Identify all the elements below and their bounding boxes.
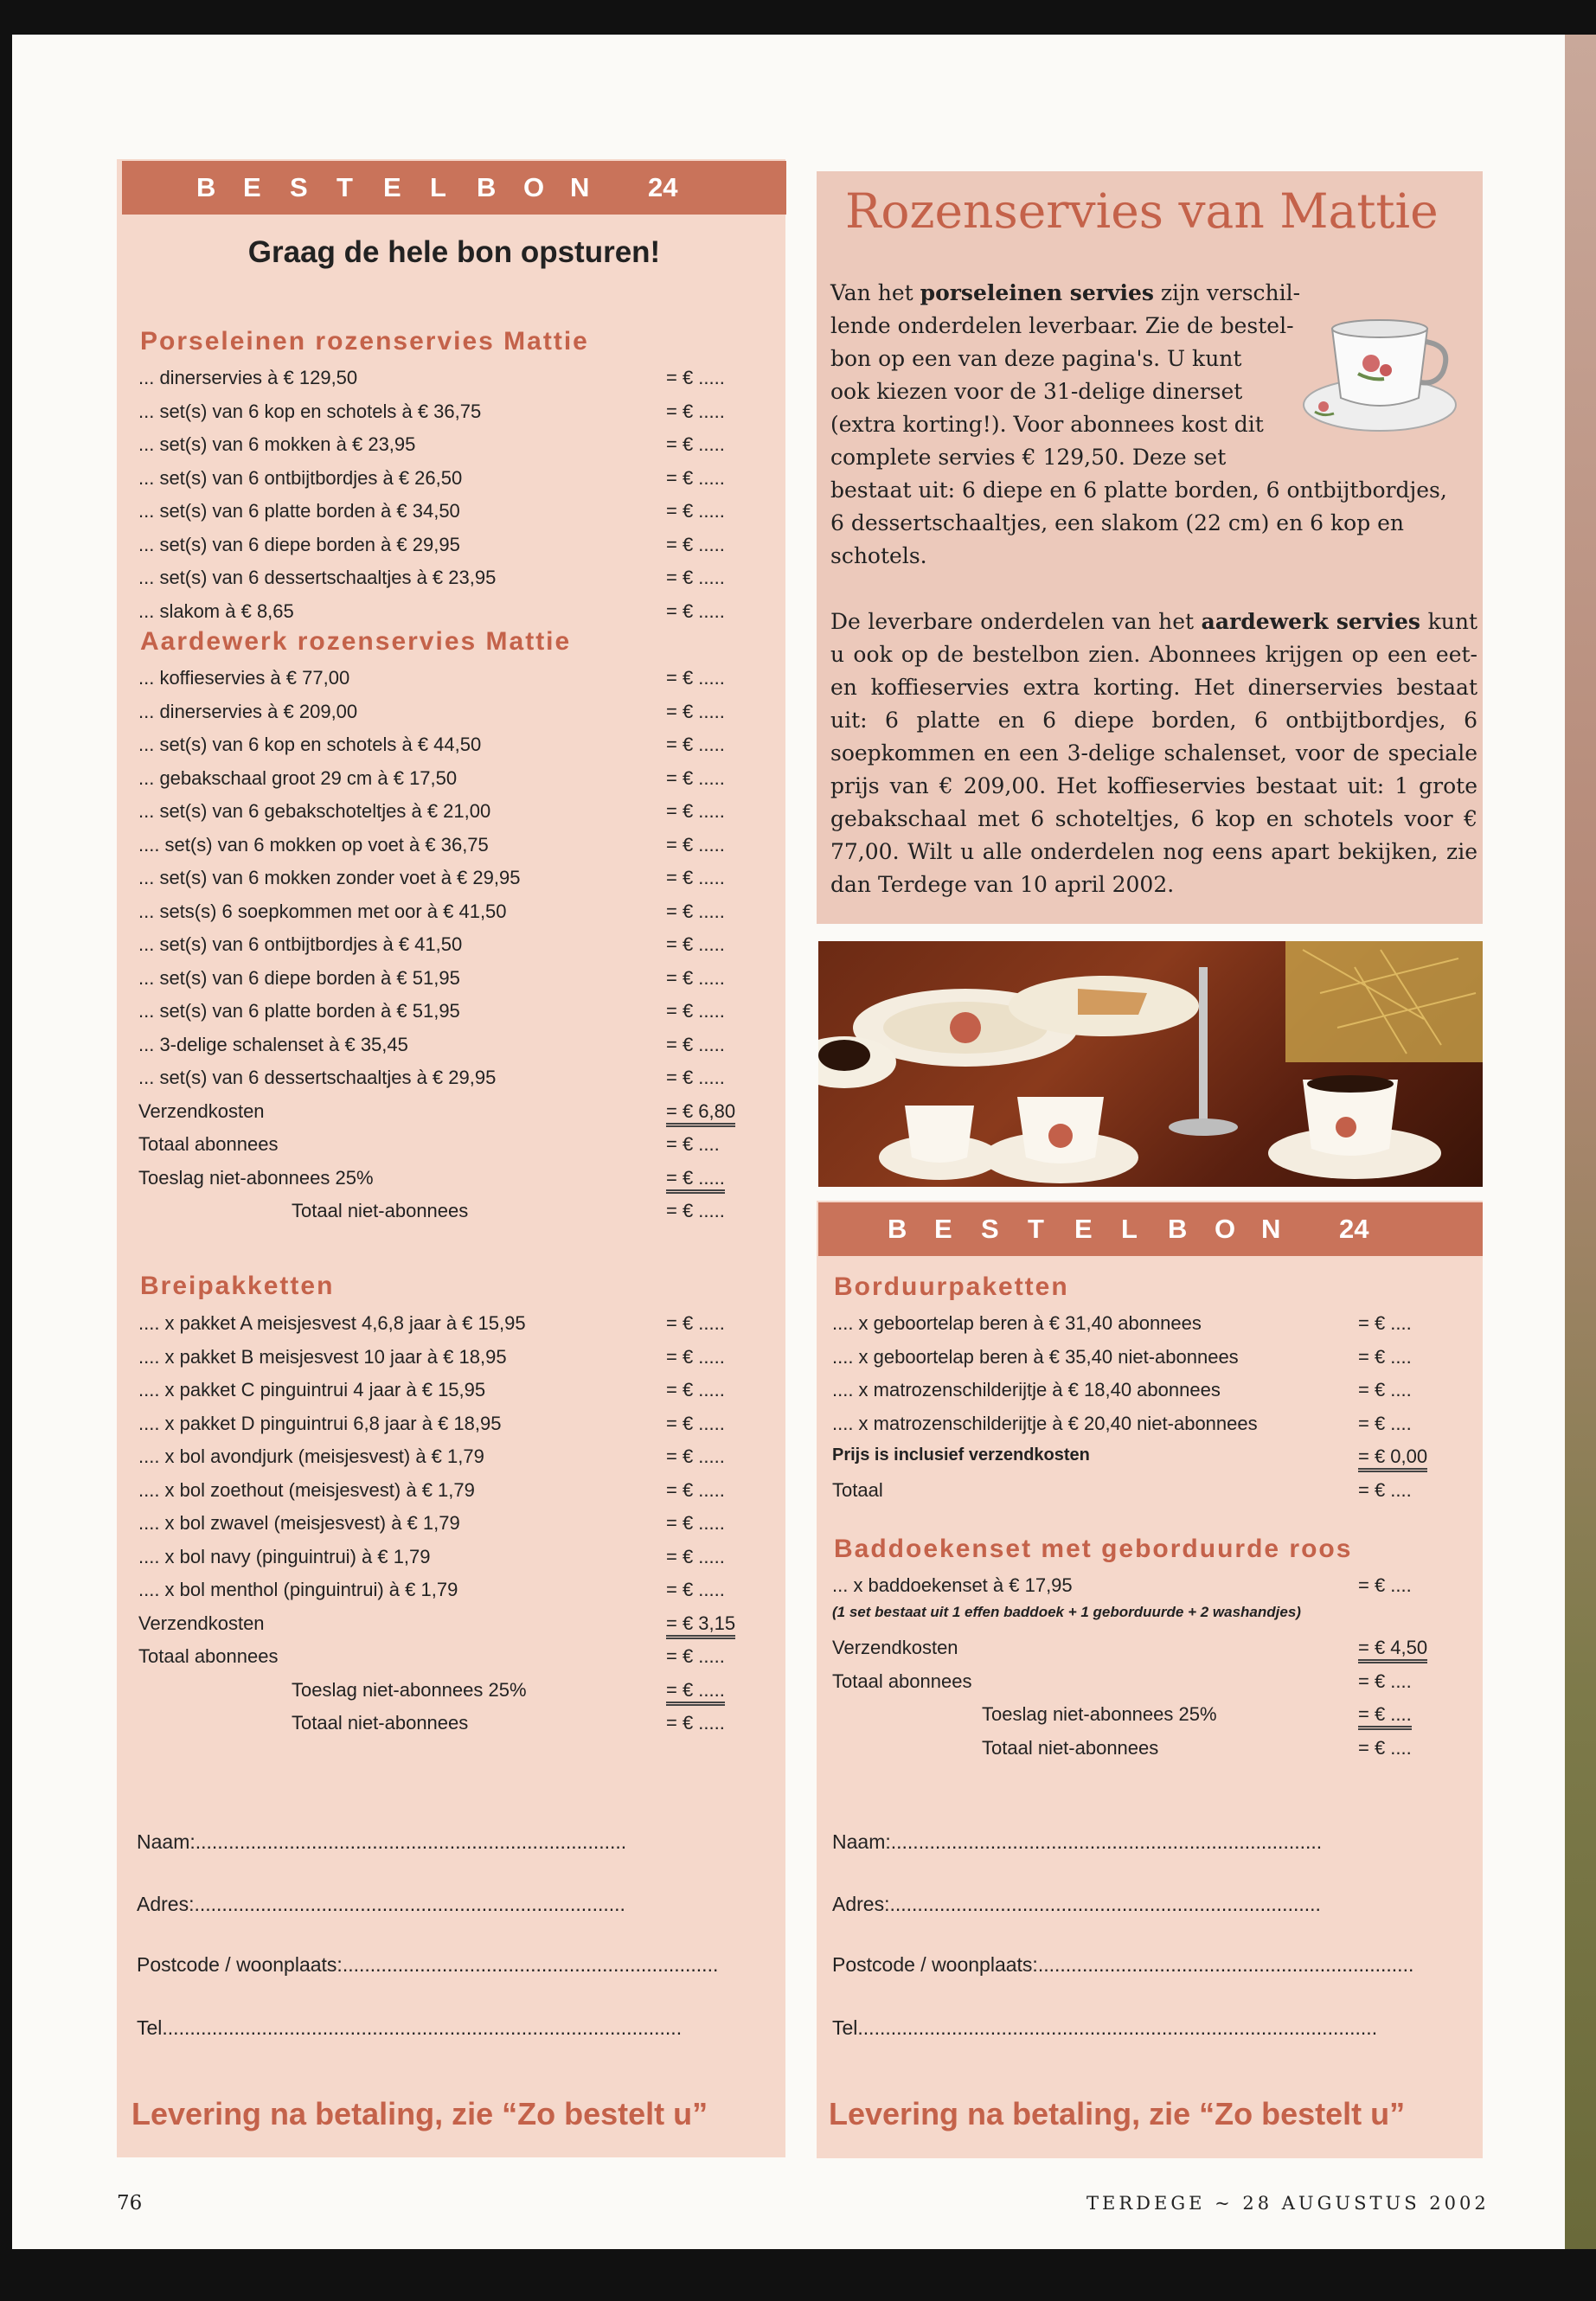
order-line[interactable] xyxy=(138,867,761,893)
naam-field[interactable]: Naam:.............................................................................. xyxy=(137,1830,627,1853)
section-title-porselein: Porseleinen rozenservies Mattie xyxy=(140,327,589,356)
order-line-label: ... set(s) van 6 gebakschoteltjes à € 21,00 xyxy=(138,800,491,822)
order-line-label: .... x pakket B meisjesvest 10 jaar à € 18,95 xyxy=(138,1345,507,1368)
order-line[interactable] xyxy=(138,933,761,959)
postcode-field[interactable]: Postcode / woonplaats:.................................................................... xyxy=(832,1953,1414,1976)
amount-field[interactable]: = € .... xyxy=(1358,1379,1412,1400)
order-line-label: ... dinerservies à € 209,00 xyxy=(138,700,358,722)
order-line[interactable] xyxy=(138,1167,761,1193)
amount-field[interactable]: = € .... xyxy=(1358,1670,1412,1692)
amount-field[interactable]: = € 4,50 xyxy=(1358,1637,1427,1661)
amount-field[interactable]: = € ..... xyxy=(666,400,725,422)
order-line-label: ... set(s) van 6 mokken à € 23,95 xyxy=(138,433,416,455)
amount-field[interactable]: = € ..... xyxy=(666,1200,725,1221)
adres-label: Adres: xyxy=(832,1893,890,1915)
amount-field[interactable]: = € ..... xyxy=(666,367,725,388)
amount-field[interactable]: = € ..... xyxy=(666,1067,725,1088)
order-line[interactable] xyxy=(138,500,761,526)
order-line-label: ... set(s) van 6 kop en schotels à € 36,75 xyxy=(138,400,482,422)
section-title-aardewerk: Aardewerk rozenservies Mattie xyxy=(140,627,572,656)
amount-field[interactable]: = € ..... xyxy=(666,700,725,722)
amount-field[interactable]: = € ..... xyxy=(666,1000,725,1022)
order-line[interactable] xyxy=(138,1379,761,1405)
order-line-label: ... set(s) van 6 platte borden à € 51,95 xyxy=(138,1000,460,1022)
order-line-label: .... x bol zoethout (meisjesvest) à € 1,79 xyxy=(138,1478,475,1501)
amount-field[interactable]: = € ..... xyxy=(666,1312,725,1334)
adres-field[interactable]: Adres:.............................................................................. xyxy=(832,1893,1321,1915)
header-letter: O xyxy=(523,172,545,202)
order-line[interactable] xyxy=(138,1712,761,1738)
amount-field[interactable]: = € ..... xyxy=(666,466,725,489)
order-line[interactable] xyxy=(832,1604,1455,1630)
order-line-label: ... sets(s) 6 soepkommen met oor à € 41,50 xyxy=(138,900,507,922)
bestelbon-number: 24 xyxy=(648,172,678,202)
order-line[interactable] xyxy=(138,367,761,393)
teacup-illustration xyxy=(1298,303,1462,441)
order-line-label: Totaal abonnees xyxy=(138,1133,279,1155)
order-line[interactable] xyxy=(832,1637,1455,1663)
amount-field[interactable]: = € ..... xyxy=(666,567,725,588)
amount-field[interactable]: = € 0,00 xyxy=(1358,1445,1427,1470)
naam-label: Naam: xyxy=(832,1830,891,1853)
amount-field[interactable]: = € .... xyxy=(666,1133,720,1155)
amount-field[interactable]: = € .... xyxy=(1358,1412,1412,1434)
order-line[interactable] xyxy=(138,800,761,826)
postcode-field[interactable]: Postcode / woonplaats:.................................................................... xyxy=(137,1953,719,1976)
order-line-label: .... x pakket C pinguintrui 4 jaar à € 15,95 xyxy=(138,1379,486,1400)
article-line: (extra korting!). Voor abonnees kost dit xyxy=(830,412,1264,437)
amount-field[interactable]: = € ..... xyxy=(666,1167,725,1191)
order-line-label: Totaal niet-abonnees xyxy=(292,1712,469,1734)
order-line[interactable] xyxy=(138,767,761,793)
amount-field[interactable]: = € ..... xyxy=(666,1645,725,1667)
section-title-breipakketten: Breipakketten xyxy=(140,1272,335,1300)
spacer xyxy=(830,573,1477,606)
article-line: schotels. xyxy=(830,543,927,568)
header-letter: T xyxy=(1028,1214,1044,1244)
header-letter: N xyxy=(570,172,590,202)
amount-field[interactable]: = € 3,15 xyxy=(666,1612,735,1637)
article-line: 6 dessertschaaltjes, een slakom (22 cm) en 6 kop en xyxy=(830,510,1405,535)
order-line-label: Toeslag niet-abonnees 25% xyxy=(982,1703,1217,1725)
article-line: ook kiezen voor de 31-delige dinerset xyxy=(830,379,1243,404)
order-line-label: Toeslag niet-abonnees 25% xyxy=(292,1678,527,1701)
postcode-label: Postcode / woonplaats: xyxy=(137,1953,343,1976)
delivery-note-left: Levering na betaling, zie “Zo bestelt u” xyxy=(131,2096,708,2131)
order-line[interactable] xyxy=(832,1379,1455,1405)
order-line[interactable] xyxy=(832,1574,1455,1600)
bestelbon-header-right xyxy=(818,1202,1483,1256)
order-line[interactable] xyxy=(138,734,761,760)
order-line-label: ... set(s) van 6 diepe borden à € 29,95 xyxy=(138,533,460,555)
order-line-label: .... x bol zwavel (meisjesvest) à € 1,79 xyxy=(138,1512,460,1534)
order-line-label: ... dinerservies à € 129,50 xyxy=(138,367,358,388)
header-letter: S xyxy=(290,172,308,202)
header-letter: E xyxy=(243,172,261,202)
order-line-label: .... x matrozenschilderijtje à € 18,40 abonnees xyxy=(832,1379,1221,1400)
header-letter: S xyxy=(981,1214,999,1244)
order-line-label: Totaal xyxy=(832,1478,883,1501)
order-line[interactable] xyxy=(138,1000,761,1026)
order-line[interactable] xyxy=(138,1200,761,1226)
order-line-label: ... 3-delige schalenset à € 35,45 xyxy=(138,1033,408,1055)
section-title-baddoek: Baddoekenset met geborduurde roos xyxy=(834,1535,1353,1563)
header-letter: E xyxy=(1074,1214,1093,1244)
order-line-label: Totaal niet-abonnees xyxy=(982,1736,1159,1759)
order-line[interactable] xyxy=(138,1445,761,1471)
order-line[interactable] xyxy=(138,1067,761,1093)
order-line[interactable] xyxy=(138,1100,761,1126)
amount-field[interactable]: = € ..... xyxy=(666,734,725,755)
order-line-label: Totaal abonnees xyxy=(138,1645,279,1667)
amount-field[interactable]: = € .... xyxy=(1358,1574,1412,1596)
order-line[interactable] xyxy=(832,1413,1455,1439)
order-line[interactable] xyxy=(138,467,761,493)
amount-field[interactable]: = € ..... xyxy=(666,766,725,789)
article-line: Van het porseleinen servies zijn verschil- xyxy=(830,280,1301,305)
amount-field[interactable]: = € ..... xyxy=(666,667,725,689)
header-letter: B xyxy=(1168,1214,1188,1244)
tel-field[interactable]: Tel.............................................................................................. xyxy=(832,2016,1378,2039)
amount-field[interactable]: = € ..... xyxy=(666,1345,725,1368)
order-line-label: .... x bol menthol (pinguintrui) à € 1,79 xyxy=(138,1579,458,1600)
article-line: bestaat uit: 6 diepe en 6 platte borden, 6 ontbijtbordjes, xyxy=(830,478,1447,503)
order-line[interactable] xyxy=(138,901,761,926)
order-line-label: ... set(s) van 6 ontbijtbordjes à € 26,50 xyxy=(138,466,463,489)
article-line: complete servies € 129,50. Deze set xyxy=(830,445,1227,470)
amount-field[interactable]: = € .... xyxy=(1358,1478,1412,1501)
header-letters xyxy=(196,172,617,203)
order-line-label: ... set(s) van 6 dessertschaaltjes à € 29,95 xyxy=(138,1067,497,1088)
page-number: 76 xyxy=(117,2192,143,2214)
order-line-label: Verzendkosten xyxy=(138,1612,265,1634)
order-line-label: ... set(s) van 6 mokken zonder voet à € 29,95 xyxy=(138,867,521,888)
order-line-label: ... koffieservies à € 77,00 xyxy=(138,667,350,689)
order-line-label: Verzendkosten xyxy=(832,1637,958,1658)
subtitle: Graag de hele bon opsturen! xyxy=(247,235,661,269)
amount-field[interactable]: = € ..... xyxy=(666,1478,725,1501)
order-line[interactable] xyxy=(138,1612,761,1638)
order-line[interactable] xyxy=(138,600,761,626)
header-letter: E xyxy=(383,172,401,202)
amount-field[interactable]: = € ..... xyxy=(666,433,725,455)
section-title-borduur: Borduurpaketten xyxy=(834,1272,1069,1301)
order-line[interactable] xyxy=(138,1346,761,1372)
article-title: Rozenservies van Mattie xyxy=(845,183,1439,239)
order-line[interactable] xyxy=(138,667,761,693)
order-line[interactable] xyxy=(138,834,761,860)
order-line-label: .... x matrozenschilderijtje à € 20,40 niet-abonnees xyxy=(832,1412,1258,1434)
order-line-label: .... x geboortelap beren à € 31,40 abonnees xyxy=(832,1312,1202,1334)
amount-field[interactable]: = € ..... xyxy=(666,966,725,989)
order-line[interactable] xyxy=(138,1546,761,1572)
amount-field[interactable]: = € ..... xyxy=(666,1579,725,1600)
amount-field[interactable]: = € .... xyxy=(1358,1345,1412,1368)
order-line[interactable] xyxy=(138,967,761,993)
order-line[interactable] xyxy=(832,1670,1455,1696)
naam-field[interactable]: Naam:.............................................................................. xyxy=(832,1830,1323,1853)
order-line-label: Totaal niet-abonnees xyxy=(292,1200,469,1221)
amount-field[interactable]: = € ..... xyxy=(666,599,725,622)
amount-field[interactable]: = € ..... xyxy=(666,1545,725,1567)
naam-label: Naam: xyxy=(137,1830,195,1853)
amount-field[interactable]: = € .... xyxy=(1358,1703,1412,1727)
order-line-label: Prijs is inclusief verzendkosten xyxy=(832,1445,1090,1465)
order-line-label: .... x geboortelap beren à € 35,40 niet-abonnees xyxy=(832,1345,1239,1368)
tel-field[interactable]: Tel.............................................................................................. xyxy=(137,2016,683,2039)
amount-field[interactable]: = € ..... xyxy=(666,1679,725,1703)
order-line[interactable] xyxy=(138,401,761,426)
order-line-label: ... slakom à € 8,65 xyxy=(138,599,294,622)
tel-label: Tel. xyxy=(137,2016,168,2039)
order-line[interactable] xyxy=(832,1703,1455,1729)
order-line-label: ... set(s) van 6 ontbijtbordjes à € 41,50 xyxy=(138,933,463,955)
order-line[interactable] xyxy=(138,534,761,560)
order-line-label: ... gebakschaal groot 29 cm à € 17,50 xyxy=(138,766,458,789)
amount-field[interactable]: = € ..... xyxy=(666,933,725,955)
order-line-label: ... set(s) van 6 platte borden à € 34,50 xyxy=(138,500,460,522)
amount-field[interactable]: = € ..... xyxy=(666,800,725,822)
order-line-label: ... set(s) van 6 kop en schotels à € 44,50 xyxy=(138,734,482,755)
article-paragraph-2: De leverbare onderdelen van het aardewerk servies kunt u ook op de bestelbon zien. Abonnees krijgen op een eet- en koffieservies extra korting. Het dinerservies bestaat uit: 6 platte en 6 diepe borden, 6 ontbijtbordjes, 6 soepkommen en een 3-delige schalenset, voor de speciale prijs van € 209,00. Het koffieservies bestaat uit: 1 grote gebakschaal met 6 schoteltjes, 6 kop en schotels voor € 77,00. Wilt u alle onderdelen nog eens apart bekijken, zie dan Terdege van 10 april 2002. xyxy=(830,609,1477,897)
header-letter: T xyxy=(337,172,353,202)
order-line[interactable] xyxy=(138,1312,761,1338)
amount-field[interactable]: = € ..... xyxy=(666,533,725,555)
order-line-label: .... x pakket A meisjesvest 4,6,8 jaar à € 15,95 xyxy=(138,1312,526,1334)
amount-field[interactable]: = € ..... xyxy=(666,1712,725,1734)
amount-field[interactable]: = € ..... xyxy=(666,500,725,522)
amount-field[interactable]: = € ..... xyxy=(666,867,725,888)
amount-field[interactable]: = € ..... xyxy=(666,900,725,922)
magazine-folio: TERDEGE ~ 28 AUGUSTUS 2002 xyxy=(1086,2193,1490,2214)
photo-drawing xyxy=(818,941,1483,1187)
order-line-label: (1 set bestaat uit 1 effen baddoek + 1 geborduurde + 2 washandjes) xyxy=(832,1604,1301,1620)
order-line[interactable] xyxy=(138,1679,761,1705)
header-letter: B xyxy=(477,172,497,202)
postcode-label: Postcode / woonplaats: xyxy=(832,1953,1038,1976)
adres-label: Adres: xyxy=(137,1893,195,1915)
order-line-label: ... set(s) van 6 dessertschaaltjes à € 23,95 xyxy=(138,567,497,588)
order-line[interactable] xyxy=(832,1737,1455,1763)
order-line[interactable] xyxy=(138,1034,761,1060)
order-line[interactable] xyxy=(138,1133,761,1159)
amount-field[interactable]: = € ..... xyxy=(666,833,725,856)
header-letter: L xyxy=(1121,1214,1138,1244)
order-line[interactable] xyxy=(138,701,761,727)
order-line[interactable] xyxy=(138,433,761,459)
amount-field[interactable]: = € .... xyxy=(1358,1736,1412,1759)
amount-field[interactable]: = € ..... xyxy=(666,1412,725,1434)
order-line[interactable] xyxy=(832,1445,1455,1471)
order-line-label: ... set(s) van 6 diepe borden à € 51,95 xyxy=(138,966,460,989)
amount-field[interactable]: = € ..... xyxy=(666,1379,725,1400)
delivery-note-right: Levering na betaling, zie “Zo bestelt u” xyxy=(829,2096,1406,2131)
order-line-label: .... x pakket D pinguintrui 6,8 jaar à € 18,95 xyxy=(138,1412,502,1434)
order-line-label: Totaal abonnees xyxy=(832,1670,972,1692)
bestelbon-header-left xyxy=(122,161,786,215)
order-line[interactable] xyxy=(138,1579,761,1605)
amount-field[interactable]: = € ..... xyxy=(666,1445,725,1467)
bestelbon-number: 24 xyxy=(1339,1214,1369,1244)
order-line[interactable] xyxy=(138,1645,761,1671)
amount-field[interactable]: = € ..... xyxy=(666,1512,725,1534)
order-line[interactable] xyxy=(138,1413,761,1439)
header-letters xyxy=(888,1214,1308,1245)
header-letter: E xyxy=(934,1214,952,1244)
order-line-label: Toeslag niet-abonnees 25% xyxy=(138,1166,374,1189)
amount-field[interactable]: = € 6,80 xyxy=(666,1100,735,1125)
order-line[interactable] xyxy=(138,1512,761,1538)
page-edge-photo xyxy=(1565,35,1596,2249)
table-setting-photo xyxy=(818,941,1483,1187)
order-line[interactable] xyxy=(832,1479,1455,1505)
order-line[interactable] xyxy=(138,1479,761,1505)
order-line-label: Verzendkosten xyxy=(138,1099,265,1122)
tel-label: Tel. xyxy=(832,2016,863,2039)
order-line[interactable] xyxy=(138,567,761,593)
article-line: lende onderdelen leverbaar. Zie de bestel- xyxy=(830,313,1294,338)
header-letter: B xyxy=(888,1214,907,1244)
header-letter: L xyxy=(430,172,446,202)
order-line-label: .... x bol avondjurk (meisjesvest) à € 1,79 xyxy=(138,1445,484,1467)
adres-field[interactable]: Adres:.............................................................................. xyxy=(137,1893,625,1915)
order-line[interactable] xyxy=(832,1346,1455,1372)
article-line: bon op een van deze pagina's. U kunt xyxy=(830,346,1242,371)
amount-field[interactable]: = € ..... xyxy=(666,1033,725,1055)
order-line-label: .... set(s) van 6 mokken op voet à € 36,75 xyxy=(138,833,489,856)
order-line-label: ... x baddoekenset à € 17,95 xyxy=(832,1574,1073,1596)
header-letter: O xyxy=(1215,1214,1236,1244)
header-letter: N xyxy=(1261,1214,1281,1244)
header-letter: B xyxy=(196,172,216,202)
order-line[interactable] xyxy=(832,1312,1455,1338)
order-line-label: .... x bol navy (pinguintrui) à € 1,79 xyxy=(138,1545,431,1567)
amount-field[interactable]: = € .... xyxy=(1358,1312,1412,1334)
